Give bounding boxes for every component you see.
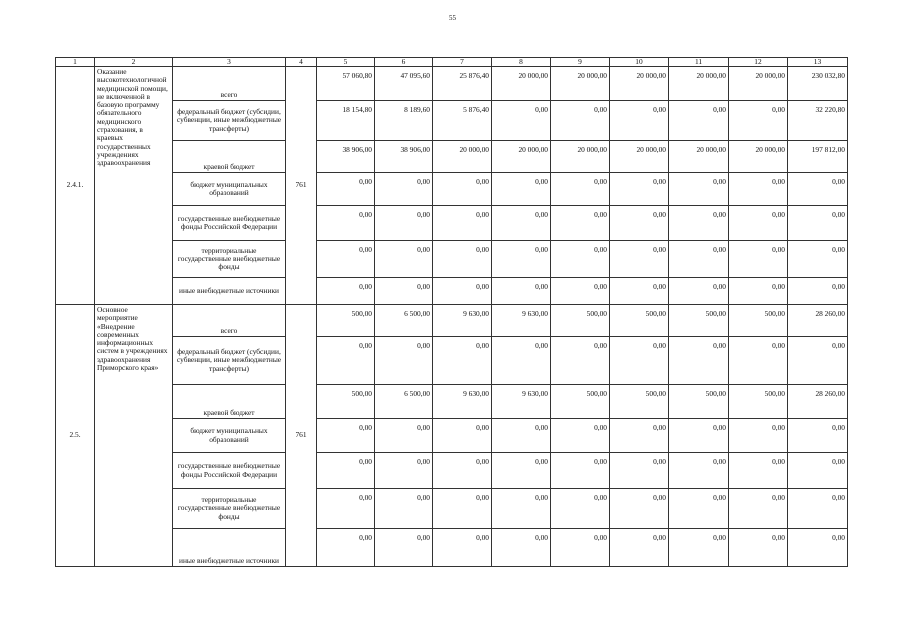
funding-source: краевой бюджет xyxy=(173,385,286,419)
value-cell: 0,00 xyxy=(375,206,433,241)
column-header: 7 xyxy=(433,58,492,67)
value-cell: 0,00 xyxy=(317,489,375,529)
value-cell: 0,00 xyxy=(729,206,788,241)
value-cell: 0,00 xyxy=(788,173,848,206)
value-cell: 0,00 xyxy=(375,419,433,453)
value-cell: 0,00 xyxy=(433,529,492,567)
page-number: 55 xyxy=(449,14,456,22)
funding-source: бюджет муниципальных образований xyxy=(173,173,286,206)
column-header: 9 xyxy=(551,58,610,67)
table-row xyxy=(56,67,848,101)
value-cell: 0,00 xyxy=(788,206,848,241)
value-cell: 0,00 xyxy=(375,529,433,567)
value-cell: 0,00 xyxy=(492,529,551,567)
value-cell: 0,00 xyxy=(788,489,848,529)
value-cell: 0,00 xyxy=(669,241,729,278)
column-header: 8 xyxy=(492,58,551,67)
value-cell: 0,00 xyxy=(375,241,433,278)
column-header: 10 xyxy=(610,58,669,67)
value-cell: 20 000,00 xyxy=(551,67,610,101)
column-header: 11 xyxy=(669,58,729,67)
funding-source: всего xyxy=(173,305,286,337)
value-cell: 0,00 xyxy=(433,278,492,305)
value-cell: 47 095,60 xyxy=(375,67,433,101)
section-code: 2.4.1. xyxy=(56,67,95,305)
value-cell: 0,00 xyxy=(669,489,729,529)
value-cell: 0,00 xyxy=(729,278,788,305)
table-row xyxy=(56,206,848,241)
column-header: 12 xyxy=(729,58,788,67)
value-cell: 500,00 xyxy=(317,385,375,419)
value-cell: 28 260,00 xyxy=(788,305,848,337)
section-code: 2.5. xyxy=(56,305,95,567)
value-cell: 20 000,00 xyxy=(729,141,788,173)
value-cell: 9 630,00 xyxy=(492,385,551,419)
funding-source: всего xyxy=(173,67,286,101)
value-cell: 0,00 xyxy=(669,453,729,489)
value-cell: 0,00 xyxy=(610,489,669,529)
value-cell: 25 876,40 xyxy=(433,67,492,101)
value-cell: 0,00 xyxy=(433,241,492,278)
column-header: 3 xyxy=(173,58,286,67)
value-cell: 0,00 xyxy=(669,278,729,305)
value-cell: 0,00 xyxy=(669,173,729,206)
value-cell: 20 000,00 xyxy=(492,67,551,101)
value-cell: 500,00 xyxy=(669,305,729,337)
value-cell: 0,00 xyxy=(788,241,848,278)
value-cell: 20 000,00 xyxy=(669,67,729,101)
value-cell: 0,00 xyxy=(610,241,669,278)
value-cell: 0,00 xyxy=(317,419,375,453)
section-name: Оказание высокотехнологичной медицинской помощи, не включенной в базовую программу обязательного медицинского страхования, в краевых государственных учреждениях здравоохранения xyxy=(95,67,173,305)
value-cell: 0,00 xyxy=(317,241,375,278)
value-cell: 500,00 xyxy=(610,385,669,419)
column-header: 2 xyxy=(95,58,173,67)
value-cell: 57 060,80 xyxy=(317,67,375,101)
value-cell: 0,00 xyxy=(551,453,610,489)
value-cell: 32 220,80 xyxy=(788,101,848,141)
value-cell: 500,00 xyxy=(551,305,610,337)
value-cell: 20 000,00 xyxy=(433,141,492,173)
value-cell: 0,00 xyxy=(492,241,551,278)
value-cell: 0,00 xyxy=(492,489,551,529)
funding-source: государственные внебюджетные фонды Российской Федерации xyxy=(173,206,286,241)
value-cell: 0,00 xyxy=(492,278,551,305)
value-cell: 38 906,00 xyxy=(317,141,375,173)
value-cell: 0,00 xyxy=(669,529,729,567)
grbs-code: 761 xyxy=(286,305,317,567)
value-cell: 0,00 xyxy=(610,453,669,489)
table-row xyxy=(56,453,848,489)
column-header: 1 xyxy=(56,58,95,67)
value-cell: 0,00 xyxy=(788,337,848,385)
value-cell: 0,00 xyxy=(729,453,788,489)
table-row xyxy=(56,385,848,419)
value-cell: 0,00 xyxy=(551,278,610,305)
value-cell: 0,00 xyxy=(729,101,788,141)
value-cell: 0,00 xyxy=(317,206,375,241)
value-cell: 0,00 xyxy=(610,101,669,141)
budget-table xyxy=(55,57,848,567)
funding-source: государственные внебюджетные фонды Российской Федерации xyxy=(173,453,286,489)
value-cell: 6 500,00 xyxy=(375,385,433,419)
value-cell: 230 032,80 xyxy=(788,67,848,101)
value-cell: 0,00 xyxy=(317,453,375,489)
column-header: 13 xyxy=(788,58,848,67)
value-cell: 0,00 xyxy=(433,453,492,489)
value-cell: 0,00 xyxy=(610,419,669,453)
value-cell: 0,00 xyxy=(317,173,375,206)
value-cell: 500,00 xyxy=(729,385,788,419)
value-cell: 0,00 xyxy=(551,241,610,278)
value-cell: 0,00 xyxy=(551,419,610,453)
value-cell: 0,00 xyxy=(729,337,788,385)
value-cell: 0,00 xyxy=(551,101,610,141)
funding-source: иные внебюджетные источники xyxy=(173,529,286,567)
table-row xyxy=(56,241,848,278)
value-cell: 0,00 xyxy=(551,529,610,567)
value-cell: 9 630,00 xyxy=(492,305,551,337)
funding-source: федеральный бюджет (субсидии, субвенции, иные межбюджетные трансферты) xyxy=(173,337,286,385)
value-cell: 0,00 xyxy=(669,101,729,141)
value-cell: 0,00 xyxy=(669,419,729,453)
value-cell: 28 260,00 xyxy=(788,385,848,419)
value-cell: 0,00 xyxy=(551,337,610,385)
value-cell: 6 500,00 xyxy=(375,305,433,337)
value-cell: 500,00 xyxy=(317,305,375,337)
value-cell: 500,00 xyxy=(729,305,788,337)
table-row xyxy=(56,419,848,453)
value-cell: 0,00 xyxy=(433,489,492,529)
value-cell: 0,00 xyxy=(788,529,848,567)
value-cell: 9 630,00 xyxy=(433,385,492,419)
value-cell: 9 630,00 xyxy=(433,305,492,337)
value-cell: 0,00 xyxy=(551,173,610,206)
value-cell: 0,00 xyxy=(375,337,433,385)
table-row xyxy=(56,489,848,529)
value-cell: 0,00 xyxy=(492,173,551,206)
value-cell: 0,00 xyxy=(669,337,729,385)
value-cell: 0,00 xyxy=(669,206,729,241)
value-cell: 38 906,00 xyxy=(375,141,433,173)
value-cell: 0,00 xyxy=(492,337,551,385)
funding-source: краевой бюджет xyxy=(173,141,286,173)
value-cell: 0,00 xyxy=(433,337,492,385)
column-header: 6 xyxy=(375,58,433,67)
value-cell: 197 812,00 xyxy=(788,141,848,173)
funding-source: иные внебюджетные источники xyxy=(173,278,286,305)
value-cell: 0,00 xyxy=(729,241,788,278)
table-row xyxy=(56,529,848,567)
value-cell: 0,00 xyxy=(551,489,610,529)
section-name: Основное мероприятие «Внедрение современных информационных систем в учреждениях здравоохранения Приморского края» xyxy=(95,305,173,567)
table-row xyxy=(56,278,848,305)
value-cell: 0,00 xyxy=(729,489,788,529)
value-cell: 18 154,80 xyxy=(317,101,375,141)
value-cell: 0,00 xyxy=(551,206,610,241)
value-cell: 20 000,00 xyxy=(669,141,729,173)
value-cell: 0,00 xyxy=(317,278,375,305)
value-cell: 0,00 xyxy=(788,278,848,305)
value-cell: 20 000,00 xyxy=(729,67,788,101)
column-header: 4 xyxy=(286,58,317,67)
value-cell: 0,00 xyxy=(433,206,492,241)
value-cell: 0,00 xyxy=(610,173,669,206)
funding-source: территориальные государственные внебюджетные фонды xyxy=(173,241,286,278)
value-cell: 20 000,00 xyxy=(551,141,610,173)
value-cell: 500,00 xyxy=(610,305,669,337)
value-cell: 0,00 xyxy=(492,101,551,141)
value-cell: 20 000,00 xyxy=(492,141,551,173)
value-cell: 0,00 xyxy=(317,529,375,567)
table-row xyxy=(56,101,848,141)
funding-source: бюджет муниципальных образований xyxy=(173,419,286,453)
value-cell: 0,00 xyxy=(788,419,848,453)
value-cell: 0,00 xyxy=(729,173,788,206)
value-cell: 8 189,60 xyxy=(375,101,433,141)
value-cell: 0,00 xyxy=(375,489,433,529)
value-cell: 0,00 xyxy=(433,419,492,453)
table-row xyxy=(56,173,848,206)
table-row xyxy=(56,141,848,173)
value-cell: 500,00 xyxy=(669,385,729,419)
value-cell: 500,00 xyxy=(551,385,610,419)
value-cell: 0,00 xyxy=(375,173,433,206)
value-cell: 0,00 xyxy=(492,453,551,489)
value-cell: 5 876,40 xyxy=(433,101,492,141)
value-cell: 0,00 xyxy=(729,529,788,567)
table-row xyxy=(56,337,848,385)
value-cell: 0,00 xyxy=(610,529,669,567)
header-row xyxy=(56,58,848,67)
value-cell: 0,00 xyxy=(492,419,551,453)
value-cell: 0,00 xyxy=(375,278,433,305)
value-cell: 20 000,00 xyxy=(610,67,669,101)
column-header: 5 xyxy=(317,58,375,67)
value-cell: 0,00 xyxy=(788,453,848,489)
table-row xyxy=(56,305,848,337)
grbs-code: 761 xyxy=(286,67,317,305)
funding-source: федеральный бюджет (субсидии, субвенции, иные межбюджетные трансферты) xyxy=(173,101,286,141)
value-cell: 0,00 xyxy=(317,337,375,385)
value-cell: 0,00 xyxy=(610,206,669,241)
value-cell: 0,00 xyxy=(610,278,669,305)
value-cell: 20 000,00 xyxy=(610,141,669,173)
value-cell: 0,00 xyxy=(610,337,669,385)
value-cell: 0,00 xyxy=(729,419,788,453)
value-cell: 0,00 xyxy=(375,453,433,489)
funding-source: территориальные государственные внебюджетные фонды xyxy=(173,489,286,529)
value-cell: 0,00 xyxy=(492,206,551,241)
value-cell: 0,00 xyxy=(433,173,492,206)
